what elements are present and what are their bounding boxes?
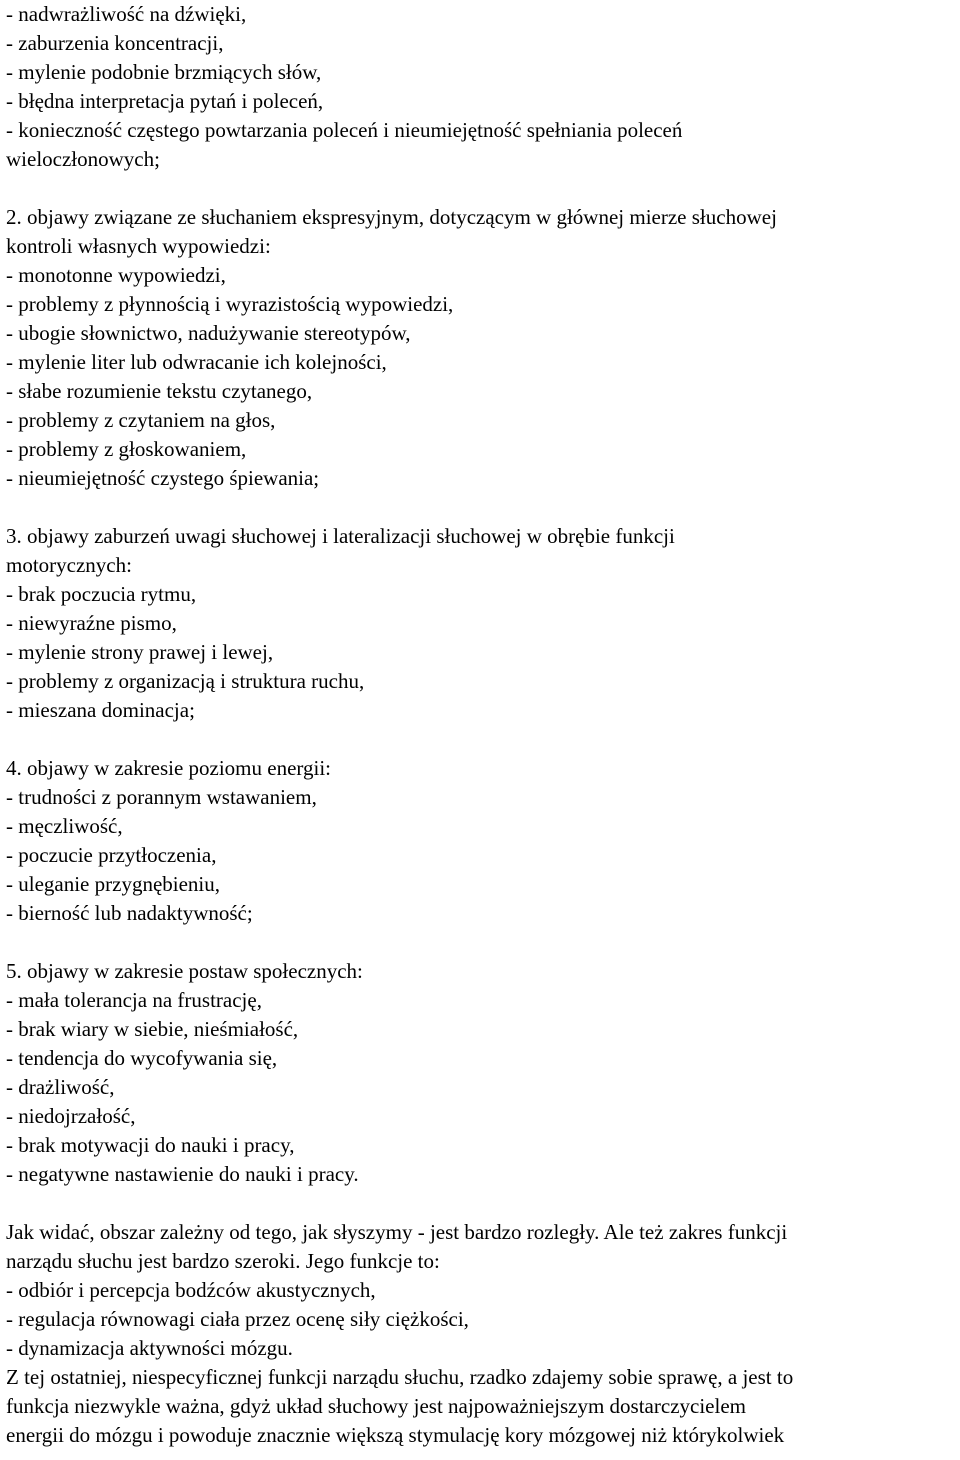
paragraph-gap: [6, 928, 960, 957]
section-3: [6, 522, 960, 725]
section-2-heading: 2. objawy związane ze słuchaniem ekspresyjnym, dotyczącym w głównej mierze słuchowej: [6, 205, 777, 229]
paragraph-line: Z tej ostatniej, niespecyficznej funkcji narządu słuchu, rzadko zdajemy sobie sprawę, a jest to: [6, 1365, 794, 1389]
paragraph-line: narządu słuchu jest bardzo szeroki. Jego funkcje to:: [6, 1249, 440, 1273]
list-item: - problemy z organizacją i struktura ruchu,: [6, 669, 365, 693]
list-item: - niewyraźne pismo,: [6, 611, 177, 635]
paragraph-line: energii do mózgu i powoduje znacznie większą stymulację kory mózgowej niż którykolwiek: [6, 1423, 785, 1447]
list-item: - regulacja równowagi ciała przez ocenę siły ciężkości,: [6, 1307, 469, 1331]
paragraph-gap: [6, 725, 960, 754]
list-item: - nieumiejętność czystego śpiewania;: [6, 466, 320, 490]
paragraph-gap: [6, 1189, 960, 1218]
paragraph-gap: [6, 493, 960, 522]
section-5-heading: 5. objawy w zakresie postaw społecznych:: [6, 959, 363, 983]
section-2: [6, 203, 960, 493]
paragraph-gap: [6, 174, 960, 203]
list-item: - tendencja do wycofywania się,: [6, 1046, 278, 1070]
list-item: - brak motywacji do nauki i pracy,: [6, 1133, 295, 1157]
list-item: - problemy z głoskowaniem,: [6, 437, 247, 461]
list-item: - mała tolerancja na frustrację,: [6, 988, 262, 1012]
list-item: - nadwrażliwość na dźwięki,: [6, 2, 247, 26]
list-item: - dynamizacja aktywności mózgu.: [6, 1336, 293, 1360]
conclusion-paragraph: [6, 1218, 960, 1450]
list-item: - konieczność częstego powtarzania poleceń i nieumiejętność spełniania poleceń: [6, 118, 683, 142]
list-item: - problemy z płynnością i wyrazistością wypowiedzi,: [6, 292, 454, 316]
list-item: - niedojrzałość,: [6, 1104, 136, 1128]
list-item: - słabe rozumienie tekstu czytanego,: [6, 379, 313, 403]
section-4-heading: 4. objawy w zakresie poziomu energii:: [6, 756, 332, 780]
list-item: - drażliwość,: [6, 1075, 115, 1099]
section-3-heading-continuation: motorycznych:: [6, 553, 132, 577]
section-2-heading-continuation: kontroli własnych wypowiedzi:: [6, 234, 271, 258]
list-item: - problemy z czytaniem na głos,: [6, 408, 276, 432]
list-item: - błędna interpretacja pytań i poleceń,: [6, 89, 324, 113]
list-item: - uleganie przygnębieniu,: [6, 872, 220, 896]
section-3-heading: 3. objawy zaburzeń uwagi słuchowej i lateralizacji słuchowej w obrębie funkcji: [6, 524, 675, 548]
list-item: - ubogie słownictwo, nadużywanie stereotypów,: [6, 321, 411, 345]
list-item-continuation: wieloczłonowych;: [6, 147, 160, 171]
list-item: - brak wiary w siebie, nieśmiałość,: [6, 1017, 299, 1041]
list-item: - zaburzenia koncentracji,: [6, 31, 224, 55]
paragraph-line: Jak widać, obszar zależny od tego, jak słyszymy - jest bardzo rozległy. Ale też zakres funkcji: [6, 1220, 788, 1244]
list-item: - trudności z porannym wstawaniem,: [6, 785, 317, 809]
list-item: - bierność lub nadaktywność;: [6, 901, 253, 925]
list-item: - negatywne nastawienie do nauki i pracy.: [6, 1162, 359, 1186]
list-item: - brak poczucia rytmu,: [6, 582, 197, 606]
list-item: - mylenie strony prawej i lewej,: [6, 640, 274, 664]
paragraph-line: funkcja niezwykle ważna, gdyż układ słuchowy jest najpoważniejszym dostarczycielem: [6, 1394, 746, 1418]
section-5: [6, 957, 960, 1189]
list-item: - mieszana dominacja;: [6, 698, 195, 722]
list-item: - mylenie podobnie brzmiących słów,: [6, 60, 322, 84]
list-item: - monotonne wypowiedzi,: [6, 263, 226, 287]
list-item: - poczucie przytłoczenia,: [6, 843, 217, 867]
list-item: - odbiór i percepcja bodźców akustycznych,: [6, 1278, 376, 1302]
list-item: - mylenie liter lub odwracanie ich kolejności,: [6, 350, 387, 374]
section-1-list-tail: [6, 0, 960, 174]
section-4: [6, 754, 960, 928]
list-item: - męczliwość,: [6, 814, 123, 838]
